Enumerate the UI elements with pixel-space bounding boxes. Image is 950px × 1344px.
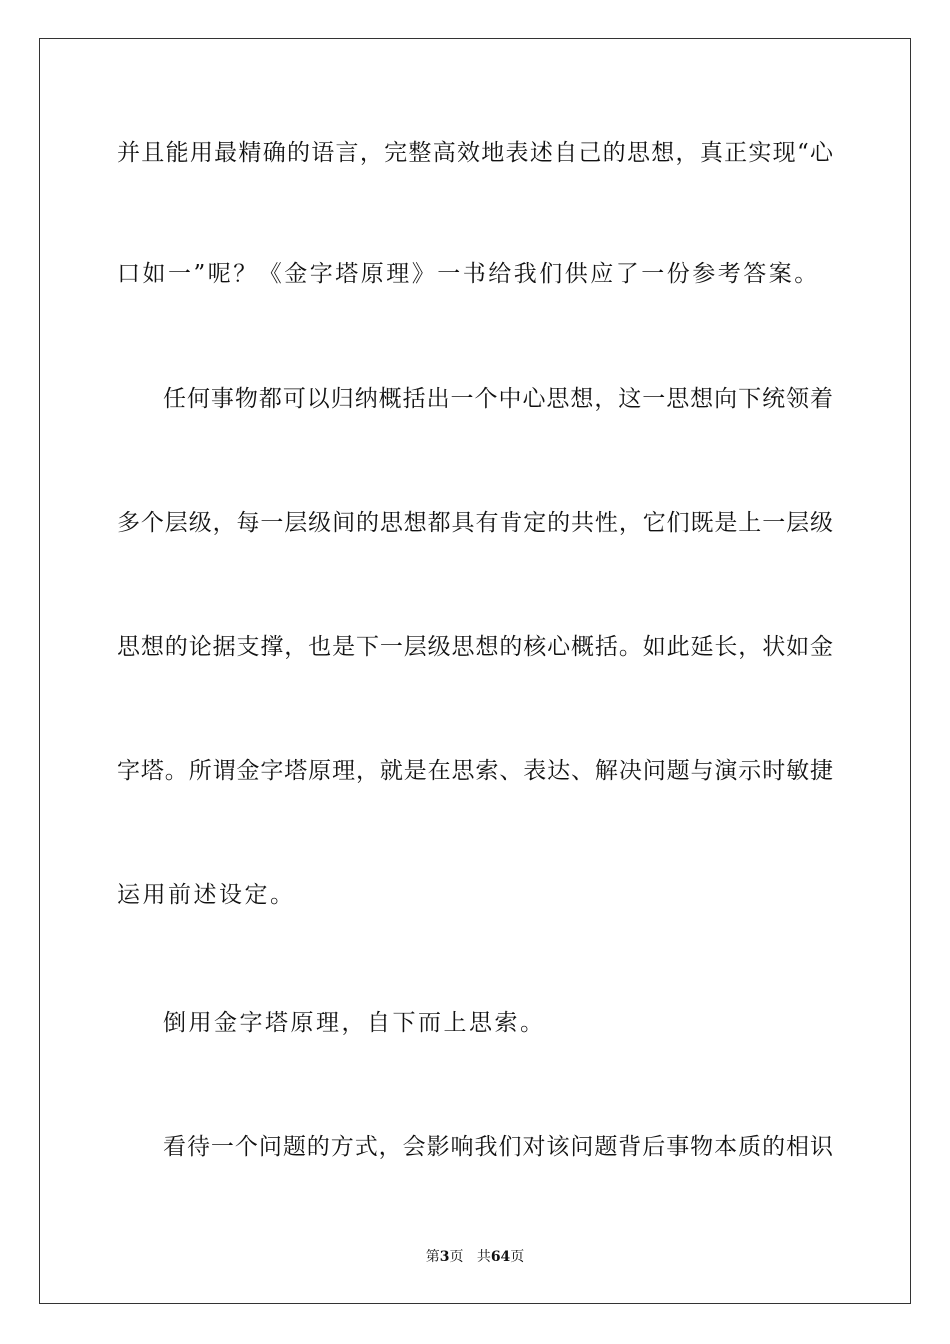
page-footer (0, 1248, 950, 1266)
footer-total-prefix: 共 (476, 1249, 491, 1265)
text-line-2: 口如一”呢？《金字塔原理》一书给我们供应了一份参考答案。 (117, 261, 820, 287)
page-border (39, 38, 911, 1304)
footer-page-suffix: 页 (449, 1249, 464, 1265)
footer-page-number: 3 (439, 1249, 450, 1265)
text-line-5: 思想的论据支撑，也是下一层级思想的核心概括。如此延长，状如金 (117, 634, 833, 660)
text-line-6: 字塔。所谓金字塔原理，就是在思索、表达、解决问题与演示时敏捷 (117, 758, 833, 784)
footer-page-prefix: 第 (425, 1249, 440, 1265)
text-line-8: 倒用金字塔原理，自下而上思索。 (163, 1010, 546, 1036)
footer-total-number: 64 (490, 1249, 511, 1265)
text-line-3: 任何事物都可以归纳概括出一个中心思想，这一思想向下统领着 (163, 386, 833, 412)
text-line-4: 多个层级，每一层级间的思想都具有肯定的共性，它们既是上一层级 (117, 510, 833, 536)
text-line-9: 看待一个问题的方式，会影响我们对该问题背后事物本质的相识 (163, 1134, 833, 1160)
footer-total-suffix: 页 (510, 1249, 525, 1265)
text-line-7: 运用前述设定。 (117, 882, 296, 908)
text-line-1: 并且能用最精确的语言，完整高效地表述自己的思想，真正实现“心 (117, 140, 833, 166)
